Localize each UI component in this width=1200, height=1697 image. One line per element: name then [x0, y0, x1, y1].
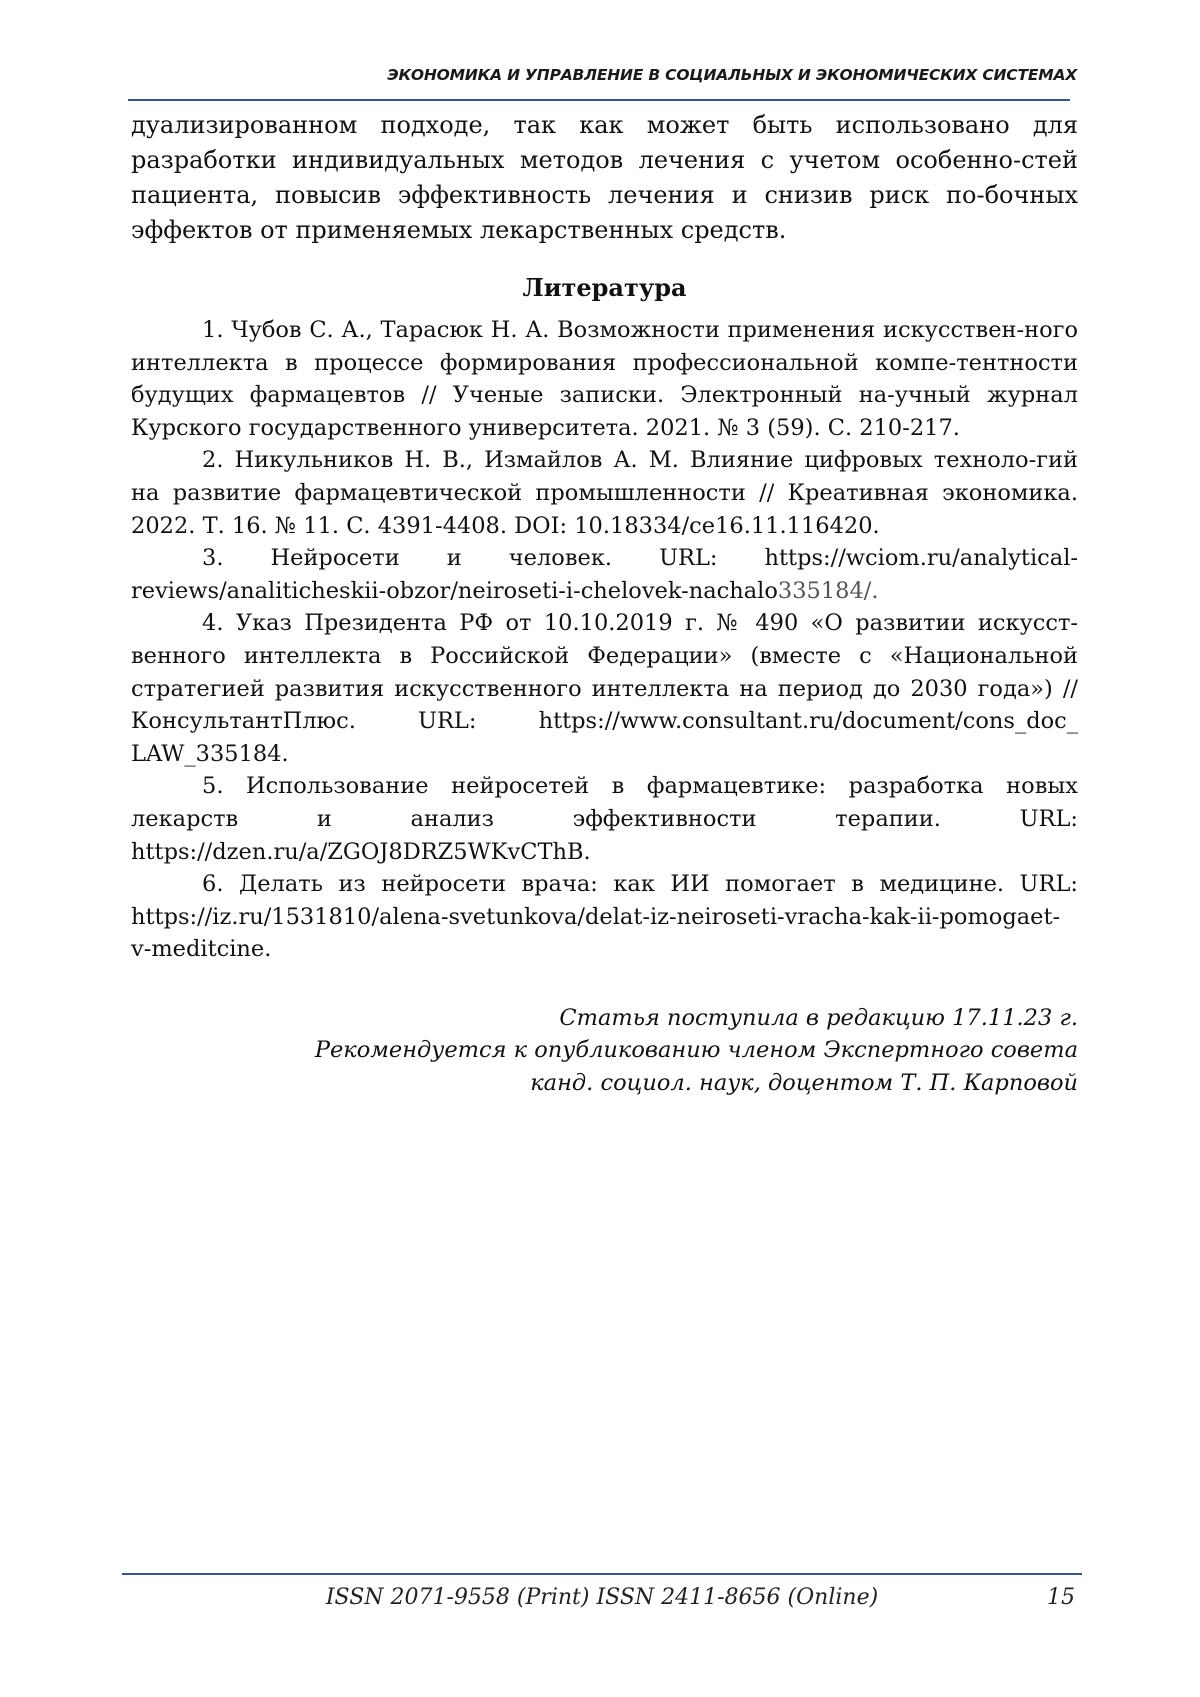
reference-item-3-text: 3. Нейросети и человек. URL: https://wciom.ru/analytical-reviews/analiticheskii-obzor/neiroseti-i-chelovek-nachalo: [131, 545, 1078, 604]
reference-item-5: 5. Использование нейросетей в фармацевтике: разработка новых лекарств и анализ эффективности терапии. URL: https://dzen.ru/a/ZGOJ8DRZ5WKvCThB.: [131, 773, 1078, 865]
submission-reviewer: канд. социол. наук, доцентом Т. П. Карповой: [530, 1070, 1078, 1097]
reference-item-2: 2. Никульников Н. В., Измайлов А. М. Влияние цифровых техноло-гий на развитие фармацевтической промышленности // Креативная экономика. 2022. Т. 16. № 11. С. 4391-4408. DOI: 10.18334/ce16.11.116420.: [131, 447, 1078, 539]
reference-item-4: 4. Указ Президента РФ от 10.10.2019 г. № 490 «О развитии искусст-венного интеллекта в Российской Федерации» (вместе с «Национальной стратегией развития искусственного интеллекта на период до 2030 года») // КонсультантПлюс. URL: https://www.consultant.ru/document/cons_doc_ LAW_335184.: [131, 610, 1078, 767]
reference-item-1: 1. Чубов С. А., Тарасюк Н. А. Возможности применения искусствен-ного интеллекта в процессе формирования профессиональной компе-тентности будущих фармацевтов // Ученые записки. Электронный на-учный журнал Курского государственного университета. 2021. № 3 (59). С. 210-217.: [131, 317, 1078, 441]
reference-item-3-url-tail: 335184/.: [777, 577, 879, 604]
reference-item-3: [131, 542, 1078, 607]
body-paragraph: дуализированном подходе, так как может быть использовано для разработки индивидуальных методов лечения с учетом особенно-стей пациента, повысив эффективность лечения и снизив риск по-бочных эффектов от применяемых лекарственных средств.: [131, 111, 1078, 244]
running-header: ЭКОНОМИКА И УПРАВЛЕНИЕ В СОЦИАЛЬНЫХ И ЭКОНОМИЧЕСКИХ СИСТЕМАХ: [387, 66, 1077, 84]
references-title: Литература: [522, 273, 687, 302]
reference-item-6: 6. Делать из нейросети врача: как ИИ помогает в медицине. URL: https://iz.ru/1531810/alena-svetunkova/delat-iz-neiroseti-vracha-kak-ii-pomogaet-v-meditcine.: [131, 871, 1078, 963]
submission-received: Статья поступила в редакцию 17.11.23 г.: [559, 1004, 1078, 1031]
footer-issn: ISSN 2071-9558 (Print) ISSN 2411-8656 (Online): [325, 1585, 879, 1610]
page-content: [131, 108, 1078, 1100]
page-number: 15: [1047, 1585, 1075, 1610]
header-rule: [128, 99, 1070, 101]
submission-recommended: Рекомендуется к опубликованию членом Экспертного совета: [314, 1037, 1078, 1064]
footer-rule: [122, 1573, 1082, 1575]
submission-note: [131, 1002, 1078, 1100]
references-list: [131, 314, 1078, 966]
